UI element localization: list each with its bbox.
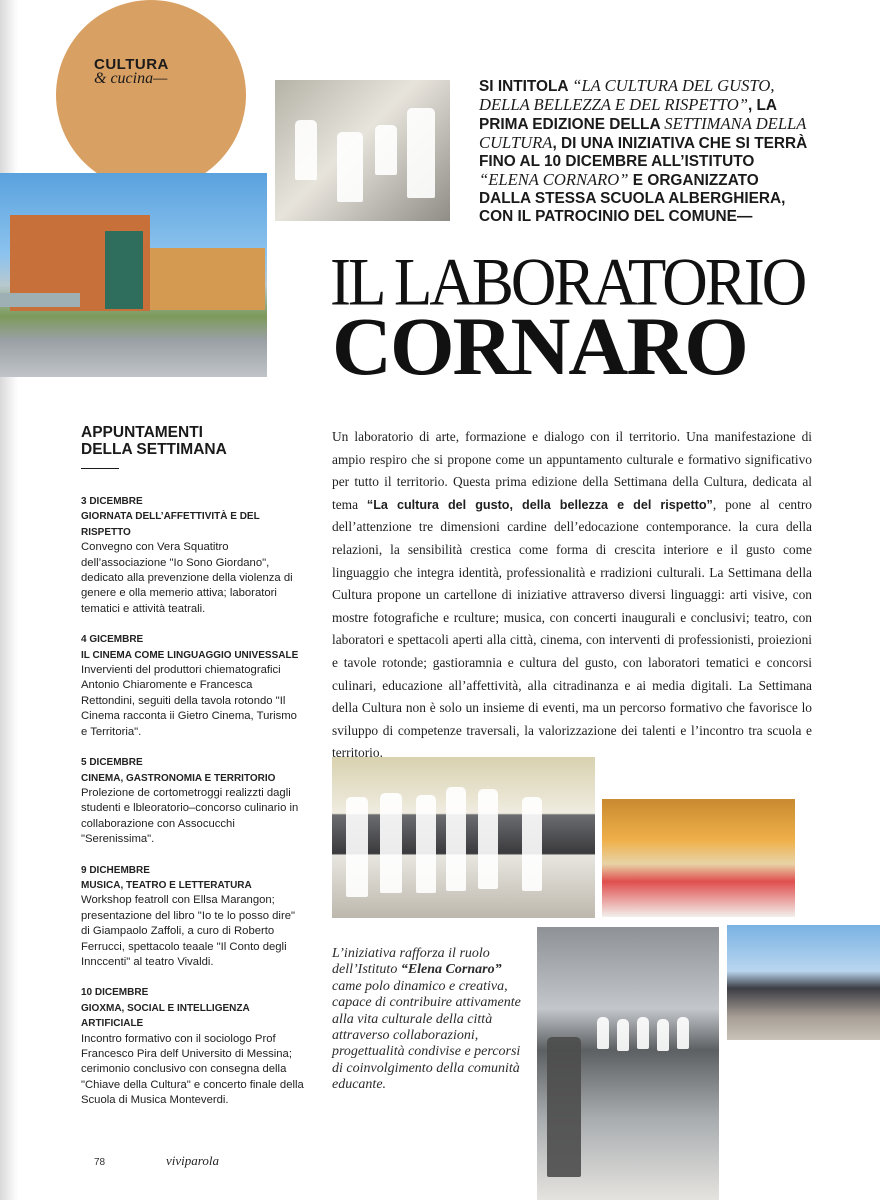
event-title: GIORNATA DELL’AFFETTIVITÀ E DEL RISPETTO — [81, 511, 260, 538]
person-figure — [346, 797, 368, 897]
chef-figure — [407, 108, 435, 198]
event-description: Convegno con Vera Squatitro dell’associazione "Io Sono Giordano", dedicato alla prevenzione della violenza di genere e olla memerio attiva; laboratori tematici e attività teatrali. — [81, 541, 293, 615]
students-cooking-photo — [275, 80, 450, 221]
headline-line1: IL LABORATORIO — [330, 243, 805, 320]
crowd-photo — [727, 925, 880, 1040]
building-wing — [150, 248, 265, 310]
chef-figure — [597, 1017, 609, 1049]
person-figure — [446, 787, 466, 891]
chef-figure — [295, 120, 317, 180]
event-title: MUSICA, TEATRO E LETTERATURA — [81, 879, 252, 891]
event-date: 10 DICEMBRE — [81, 987, 149, 999]
event-title: CINEMA, GASTRONOMIA E TERRITORIO — [81, 772, 276, 784]
chef-figure — [637, 1017, 649, 1049]
event-description: Incontro formativo con il sociologo Prof Francesco Pira delf Universito di Messina; cerimonio conclusivo con consegna della "Chiave della Cultura" e concerto finale della Scuola di Musica Monteverdi. — [81, 1032, 304, 1107]
events-list — [81, 494, 306, 1124]
event-date: 4 GICEMBRE — [81, 634, 144, 646]
event-item — [81, 494, 306, 617]
sidebar-rule — [81, 468, 119, 469]
chef-figure — [677, 1017, 689, 1049]
banquet-hall-photo — [602, 799, 795, 917]
event-item — [81, 755, 306, 847]
event-description: Workshop featroll con Ellsa Marangon; presentazione del libro "Io te lo posso dire" di Giampaolo Zaffoli, a curo di Roberto Ferrucci, spettacolo teaale "Il Conto degli Innccenti" al teatro Vivaldi. — [81, 894, 296, 968]
chef-figure — [375, 125, 397, 175]
canopy — [0, 293, 80, 307]
event-title: IL CINEMA COME LINGUAGGIO UNIVESSALE — [81, 649, 299, 661]
magazine-logo: viviparola — [166, 1153, 219, 1168]
school-building-photo — [0, 173, 267, 377]
event-item — [81, 863, 306, 971]
person-figure — [416, 795, 436, 893]
event-description: Invervienti del produttori chiematografici Antonio Chiaromente e Francesca Rettondini, seguiti della tavola rotondo "Il Cinema racconta ii Gietro Cinema, Turismo e Territoria". — [81, 664, 297, 738]
chef-figure — [657, 1019, 669, 1051]
section-badge — [56, 0, 246, 190]
event-item — [81, 632, 306, 740]
event-item — [81, 985, 306, 1108]
section-subtitle: & cucina— — [94, 70, 168, 87]
group-photo — [332, 757, 595, 918]
person-figure — [478, 789, 498, 889]
event-description: Prolezione de cortometroggi realizzti dagli studenti e lbleoratorio–concorso culinario in collaborazione con Assocucchi "Serenissima". — [81, 786, 299, 846]
event-title: GIOXMA, SOCIAL E INTELLIGENZA ARTIFICIALE — [81, 1002, 250, 1030]
kitchen-staff-photo — [537, 927, 719, 1200]
pull-quote: L’iniziativa rafforza il ruolo dell’Istituto “Elena Cornaro” came polo dinamico e creativa, capace di contribuire attivamente alla vita culturale della città attraverso collaborazioni, progettualità condivise e percorsi di coinvolgimento della comunità educante. — [332, 946, 521, 1093]
chef-figure — [337, 132, 363, 202]
page-number: 78 — [94, 1157, 106, 1168]
headline-line2: CORNARO — [332, 300, 747, 392]
building-glass-tower — [105, 231, 143, 309]
article-body: Un laboratorio di arte, formazione e dialogo con il territorio. Una manifestazione di ampio respiro che si propone come un appuntamento culturale e formativo significativo per tutto il territorio. Questa prima edizione della Settimana della Cultura, dedicata al tema “La cultura del gusto, della bellezza e del rispetto”, pone al centro dell’attenzione tre dimensioni cardine dell’edocazione contemporance. la cura della relazioni, la sensibilità crestica come forma di crescita interiore e il gusto come linguaggio che integra identità, professionalità e rradizioni culturali. La Settimana della Cultura propone un cartellone di iniziative attraverso diversi linguaggi: arti visive, con mostre fotografiche e rculture; musica, con concerti inaugurali e conclusivi; teatro, con laboratori e spettacoli aperti alla città, cinema, con interventi di professionisti, proiezioni e tavole rotonde; gastioramnia e cultura del gusto, con laboratori tematici e concorsi culinari, educazione all’affettività, alla citradinanza e ai media digitali. La Settimana della Cultura non è solo un insieme di eventi, ma un percorso formativo che favorisce lo sviluppo di competenze traversali, la valorizzazione dei talenti e l’incontro tra scuola e territorio. — [332, 429, 812, 761]
intro-text: SI INTITOLA “LA CULTURA DEL GUSTO, DELLA BELLEZZA E DEL RISPETTO”, LA PRIMA EDIZIONE DELLA SETTIMANA DELLA CULTURA, DI UNA INIZIATIVA CHE SI TERRÀ FINO AL 10 DICEMBRE ALL’ISTITUTO “ELENA CORNARO” E ORGANIZZATO DALLA STESSA SCUOLA ALBERGHIERA, CON IL PATROCINIO DEL COMUNE— — [479, 76, 808, 225]
sidebar-title: APPUNTAMENTI DELLA SETTIMANA — [81, 424, 227, 458]
event-date: 3 DICEMBRE — [81, 496, 143, 507]
person-figure — [522, 797, 542, 891]
event-date: 9 DICHEMBRE — [81, 864, 150, 876]
person-figure — [380, 793, 402, 893]
chef-figure — [617, 1019, 629, 1051]
event-date: 5 DICEMBRE — [81, 757, 143, 769]
section-title: CULTURA — [94, 56, 169, 73]
chef-figure — [547, 1037, 581, 1177]
